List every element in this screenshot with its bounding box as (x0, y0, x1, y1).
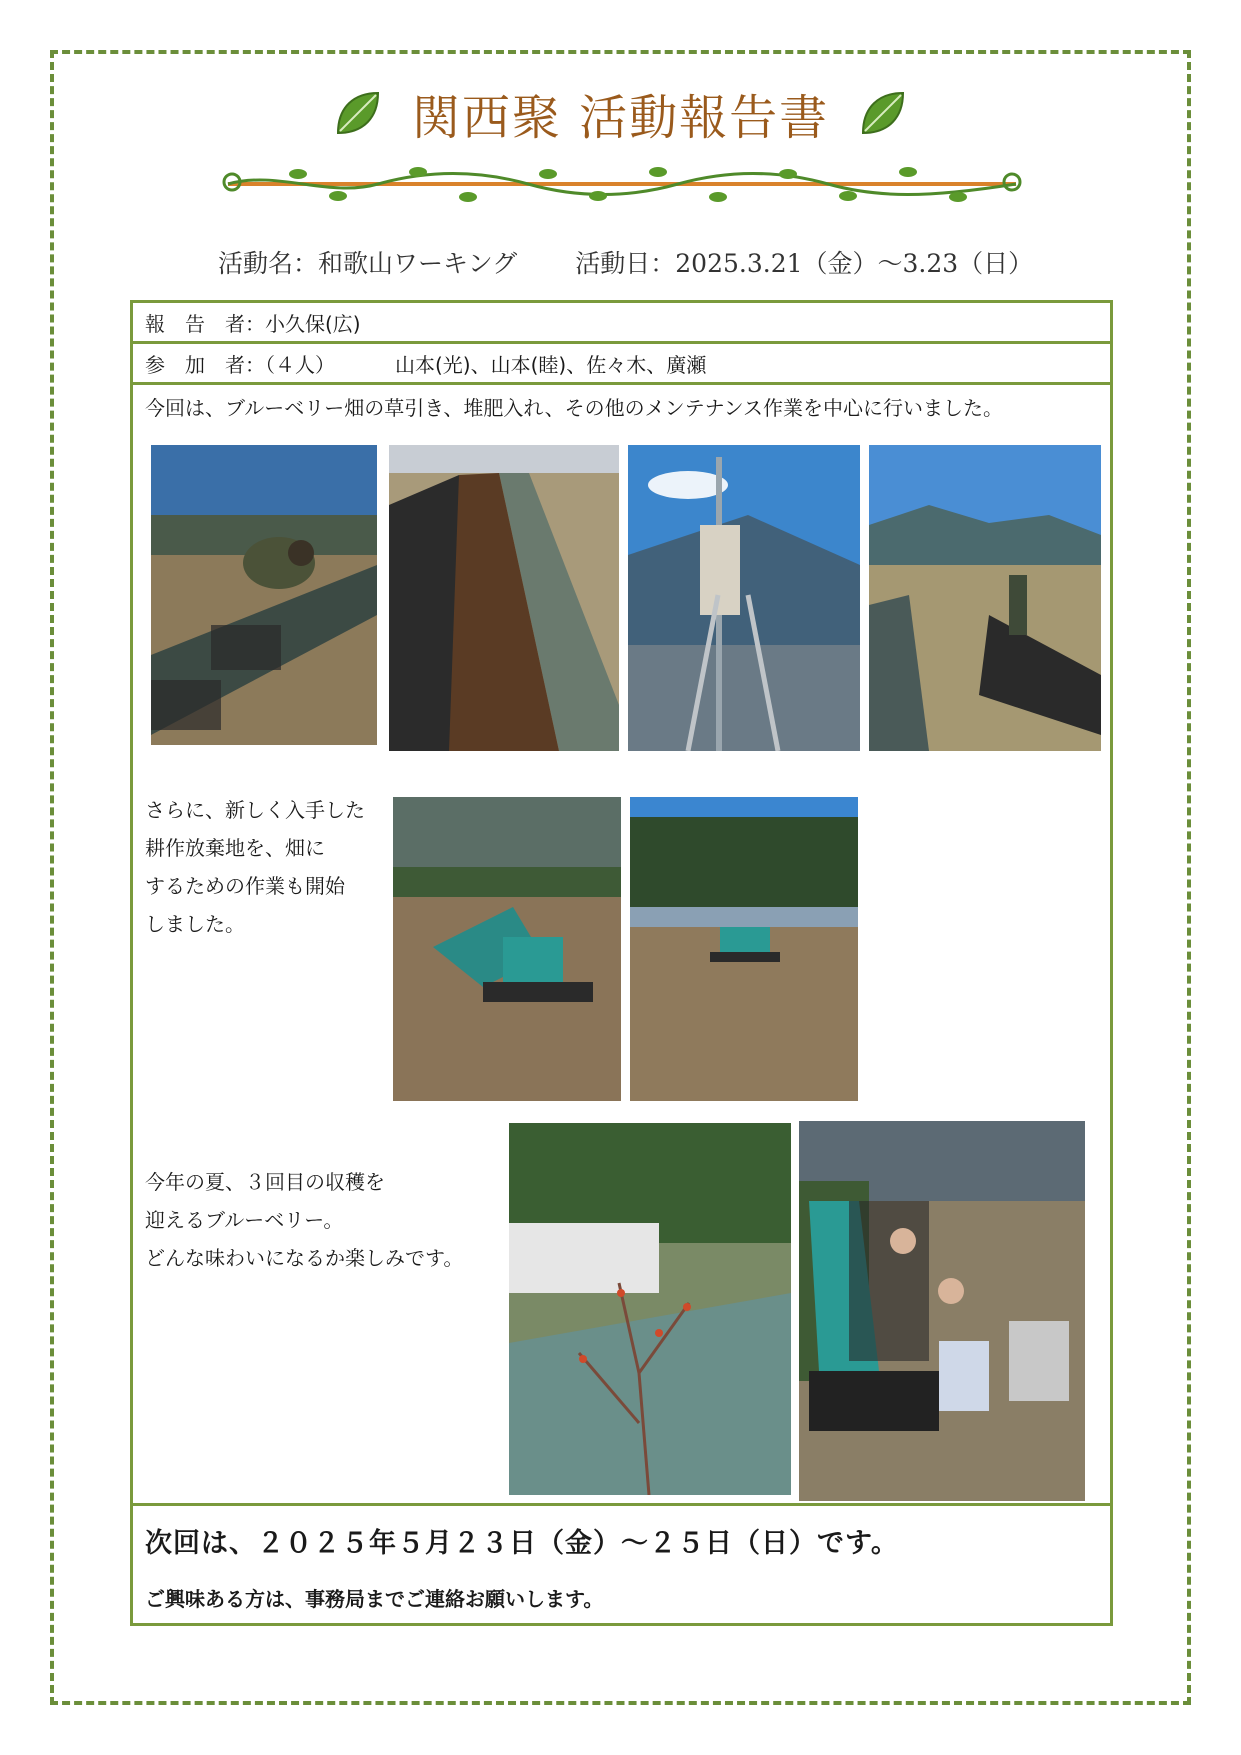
section2-line: するための作業も開始 (145, 874, 345, 898)
reporter-row (133, 303, 1110, 344)
activity-info (218, 244, 1118, 280)
participants-names: 山本(光)、山本(睦)、佐々木、廣瀬 (395, 352, 707, 377)
photo-excavator-1 (393, 797, 621, 1101)
title-row (0, 78, 1241, 148)
section3-line: 迎えるブルーベリー。 (145, 1208, 344, 1232)
section3-text (145, 1101, 463, 1277)
leaf-icon (857, 87, 909, 139)
photo-weeding (151, 445, 377, 745)
vine-divider (218, 162, 1026, 210)
section2-text (145, 791, 365, 943)
photo-excavator-2 (630, 797, 858, 1101)
photo-group (799, 1121, 1085, 1501)
photo-net-repair (628, 445, 860, 751)
photo-field-view (869, 445, 1101, 751)
photo-blueberry (509, 1123, 791, 1495)
next-event: 次回は、２０２５年５月２３日（金）～２５日（日）です。 (145, 1528, 899, 1559)
activity-date: 活動日：2025.3.21（金）～3.23（日） (575, 249, 1034, 278)
contact-note: ご興味ある方は、事務局までご連絡お願いします。 (145, 1587, 604, 1611)
section3-line: どんな味わいになるか楽しみです。 (145, 1246, 464, 1270)
section3-line: 今年の夏、３回目の収穫を (145, 1170, 385, 1194)
leaf-icon (332, 87, 384, 139)
activity-name: 活動名：和歌山ワーキング (218, 249, 518, 278)
section2-line: 耕作放棄地を、畑に (145, 836, 325, 860)
reporter-label: 報 告 者：小久保(広) (145, 311, 361, 336)
photo-compost (389, 445, 619, 751)
participants-count: 参 加 者：（４人） (145, 352, 335, 377)
footer-divider (133, 1503, 1110, 1506)
section2-line: しました。 (145, 912, 245, 936)
page-title: 関西聚 活動報告書 (411, 89, 830, 146)
section2-line: さらに、新しく入手した (145, 798, 365, 822)
report-box (130, 300, 1113, 1626)
participants-row (133, 344, 1110, 385)
intro-text: 今回は、ブルーベリー畑の草引き、堆肥入れ、その他のメンテナンス作業を中心に行いました。 (145, 396, 1003, 420)
